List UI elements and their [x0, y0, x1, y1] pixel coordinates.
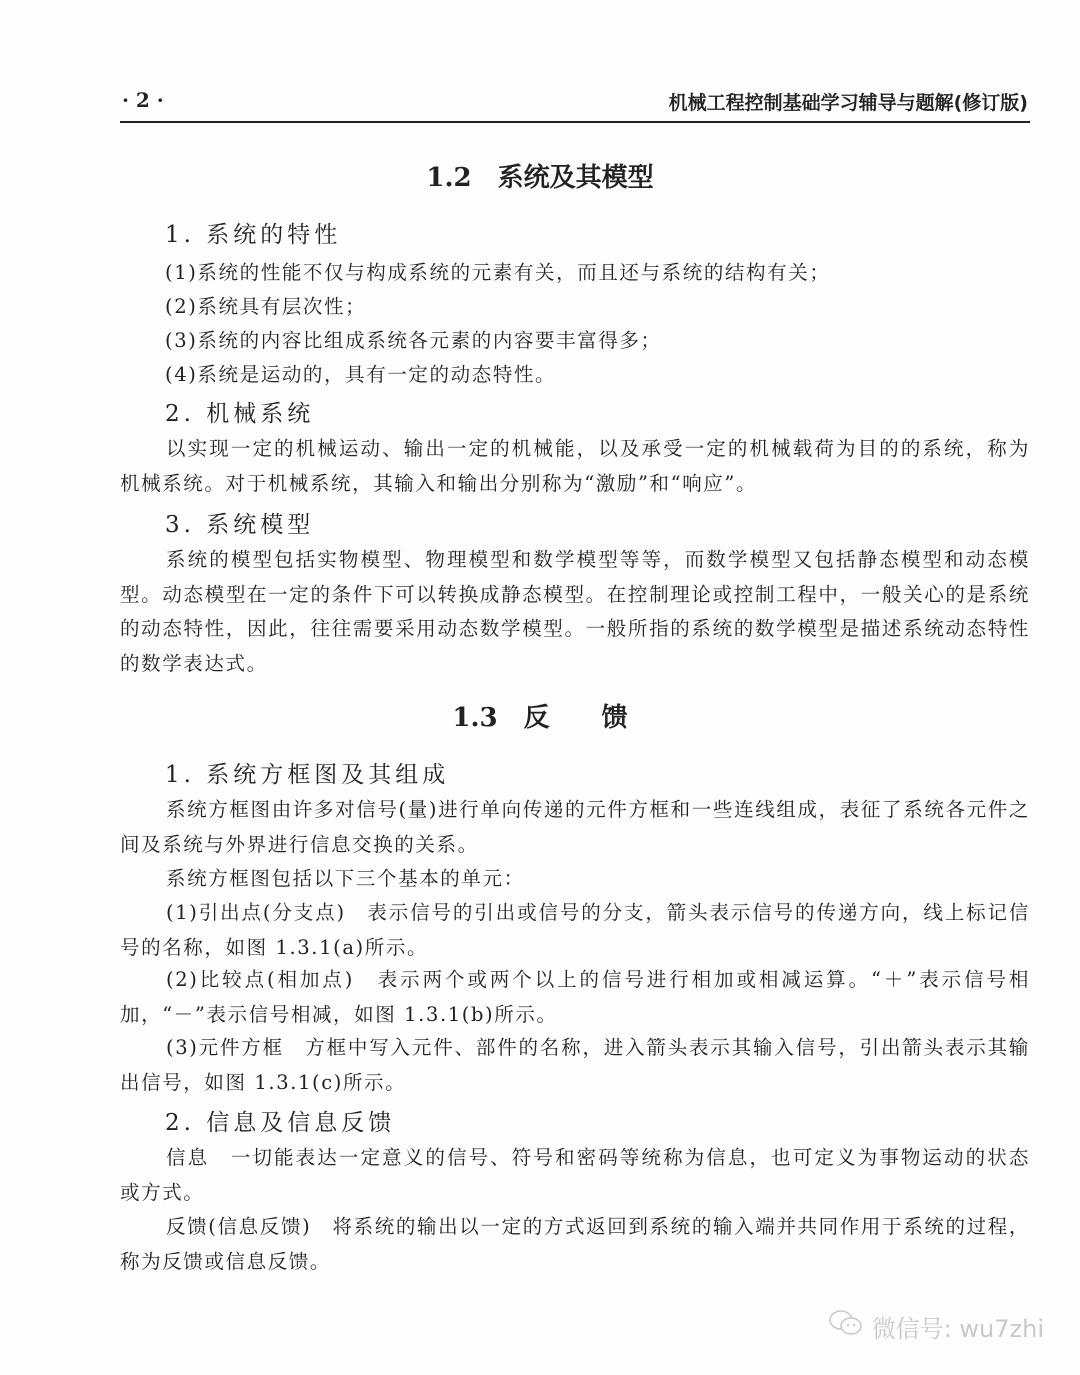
section-number: 1.2	[426, 163, 472, 193]
section-title: 反 馈	[523, 703, 628, 733]
list-item: (2)系统具有层次性；	[165, 295, 367, 318]
section-number: 1.3	[452, 703, 498, 733]
paragraph: (1)引出点(分支点) 表示信号的引出或信号的分支，箭头表示信号的传递方向，线上标记信号的名称，如图 1.3.1(a)所示。	[120, 901, 1030, 959]
paragraph: 系统的模型包括实物模型、物理模型和数学模型等等，而数学模型又包括静态模型和动态模型。动态模型在一定的条件下可以转换成静态模型。在控制理论或控制工程中，一般关心的是系统的动态特性，因此，往往需要采用动态数学模型。一般所指的系统的数学模型是描述系统动态特性的数学表达式。	[120, 548, 1030, 675]
running-header: 机械工程控制基础学习辅导与题解(修订版)	[668, 92, 1028, 114]
paragraph: 信息 一切能表达一定意义的信号、符号和密码等统称为信息，也可定义为事物运动的状态或方式。	[120, 1146, 1030, 1204]
subheading: 3. 系统模型	[165, 512, 315, 538]
paragraph: (2)比较点(相加点) 表示两个或两个以上的信号进行相加或相减运算。“＋”表示信号相加，“－”表示信号相减，如图 1.3.1(b)所示。	[120, 968, 1030, 1026]
header-rule	[120, 121, 1030, 123]
paragraph: 以实现一定的机械运动、输出一定的机械能，以及承受一定的机械载荷为目的的系统，称为机械系统。对于机械系统，其输入和输出分别称为“激励”和“响应”。	[120, 437, 1030, 495]
subheading: 2. 信息及信息反馈	[165, 1110, 396, 1136]
list-item: (3)系统的内容比组成系统各元素的内容要丰富得多；	[165, 329, 662, 352]
paragraph: 反馈(信息反馈) 将系统的输出以一定的方式返回到系统的输入端并共同作用于系统的过程，称为反馈或信息反馈。	[120, 1215, 1030, 1273]
subheading: 2. 机械系统	[165, 401, 315, 427]
wechat-icon	[828, 1308, 864, 1344]
subheading: 1. 系统方框图及其组成	[165, 762, 450, 788]
paragraph: 系统方框图由许多对信号(量)进行单向传递的元件方框和一些连线组成，表征了系统各元件之间及系统与外界进行信息交换的关系。	[120, 798, 1030, 856]
section-title: 系统及其模型	[497, 163, 654, 193]
wechat-watermark	[828, 1308, 1044, 1344]
page-number: · 2 ·	[122, 88, 164, 112]
paragraph: 系统方框图包括以下三个基本的单元：	[166, 867, 525, 890]
section-heading-1-3	[0, 697, 1080, 734]
paragraph: (3)元件方框 方框中写入元件、部件的名称，进入箭头表示其输入信号，引出箭头表示其输出信号，如图 1.3.1(c)所示。	[120, 1036, 1030, 1094]
section-heading-1-2	[0, 157, 1080, 194]
subheading: 1. 系统的特性	[165, 222, 342, 248]
list-item: (1)系统的性能不仅与构成系统的元素有关，而且还与系统的结构有关；	[165, 261, 831, 284]
watermark-text: 微信号: wu7zhi	[871, 1314, 1044, 1343]
list-item: (4)系统是运动的，具有一定的动态特性。	[165, 363, 557, 386]
